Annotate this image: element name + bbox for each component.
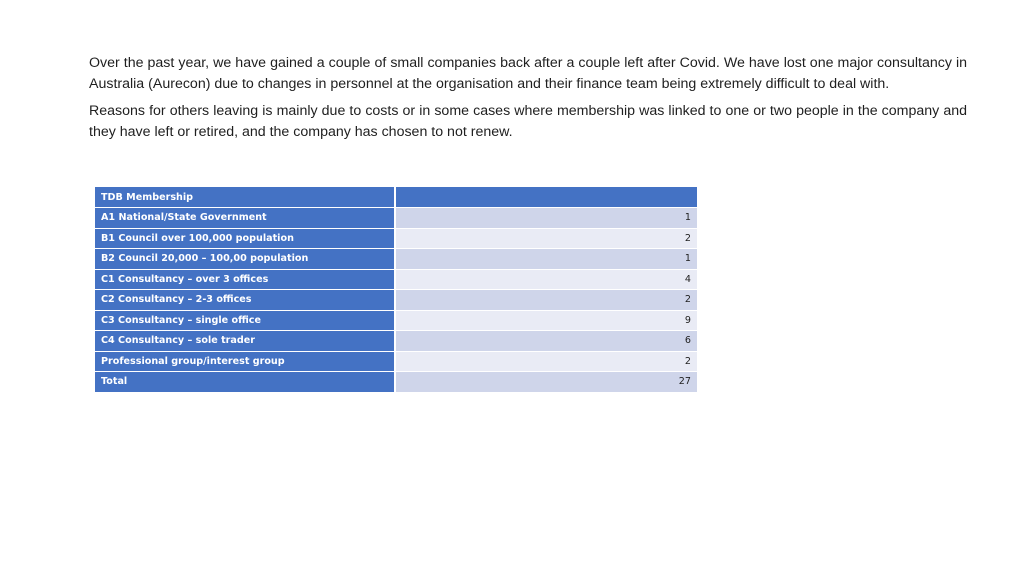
table-row [95, 208, 697, 228]
paragraph-membership-changes: Over the past year, we have gained a couple of small companies back after a couple left after Covid. We have lost one major consultancy in Australia (Aurecon) due to changes in personnel at the organisation and their finance team being extremely difficult to deal with. [89, 55, 967, 92]
row-count: 2 [396, 229, 697, 249]
row-count: 2 [396, 352, 697, 372]
membership-table [95, 186, 697, 393]
row-category: C3 Consultancy – single office [95, 311, 396, 331]
row-count: 9 [396, 311, 697, 331]
table-header-value [396, 187, 697, 207]
table-row [95, 270, 697, 290]
table-row-total [95, 372, 697, 392]
table-header-row [95, 187, 697, 207]
row-category: B2 Council 20,000 – 100,00 population [95, 249, 396, 269]
total-count: 27 [396, 372, 697, 392]
table-row [95, 229, 697, 249]
row-category: B1 Council over 100,000 population [95, 229, 396, 249]
row-category: C1 Consultancy – over 3 offices [95, 270, 396, 290]
table-row [95, 331, 697, 351]
paragraph-leaving-reasons: Reasons for others leaving is mainly due to costs or in some cases where membership was linked to one or two people in the company and they have left or retired, and the company has chosen to not renew. [89, 103, 967, 140]
table-row [95, 311, 697, 331]
body-text [89, 53, 967, 149]
row-category: A1 National/State Government [95, 208, 396, 228]
row-count: 1 [396, 249, 697, 269]
row-category: C2 Consultancy – 2-3 offices [95, 290, 396, 310]
row-count: 4 [396, 270, 697, 290]
row-category: C4 Consultancy – sole trader [95, 331, 396, 351]
row-count: 2 [396, 290, 697, 310]
total-label: Total [95, 372, 396, 392]
row-category: Professional group/interest group [95, 352, 396, 372]
row-count: 1 [396, 208, 697, 228]
row-count: 6 [396, 331, 697, 351]
table-header-label: TDB Membership [95, 187, 396, 207]
table-row [95, 290, 697, 310]
table-row [95, 352, 697, 372]
table-row [95, 249, 697, 269]
